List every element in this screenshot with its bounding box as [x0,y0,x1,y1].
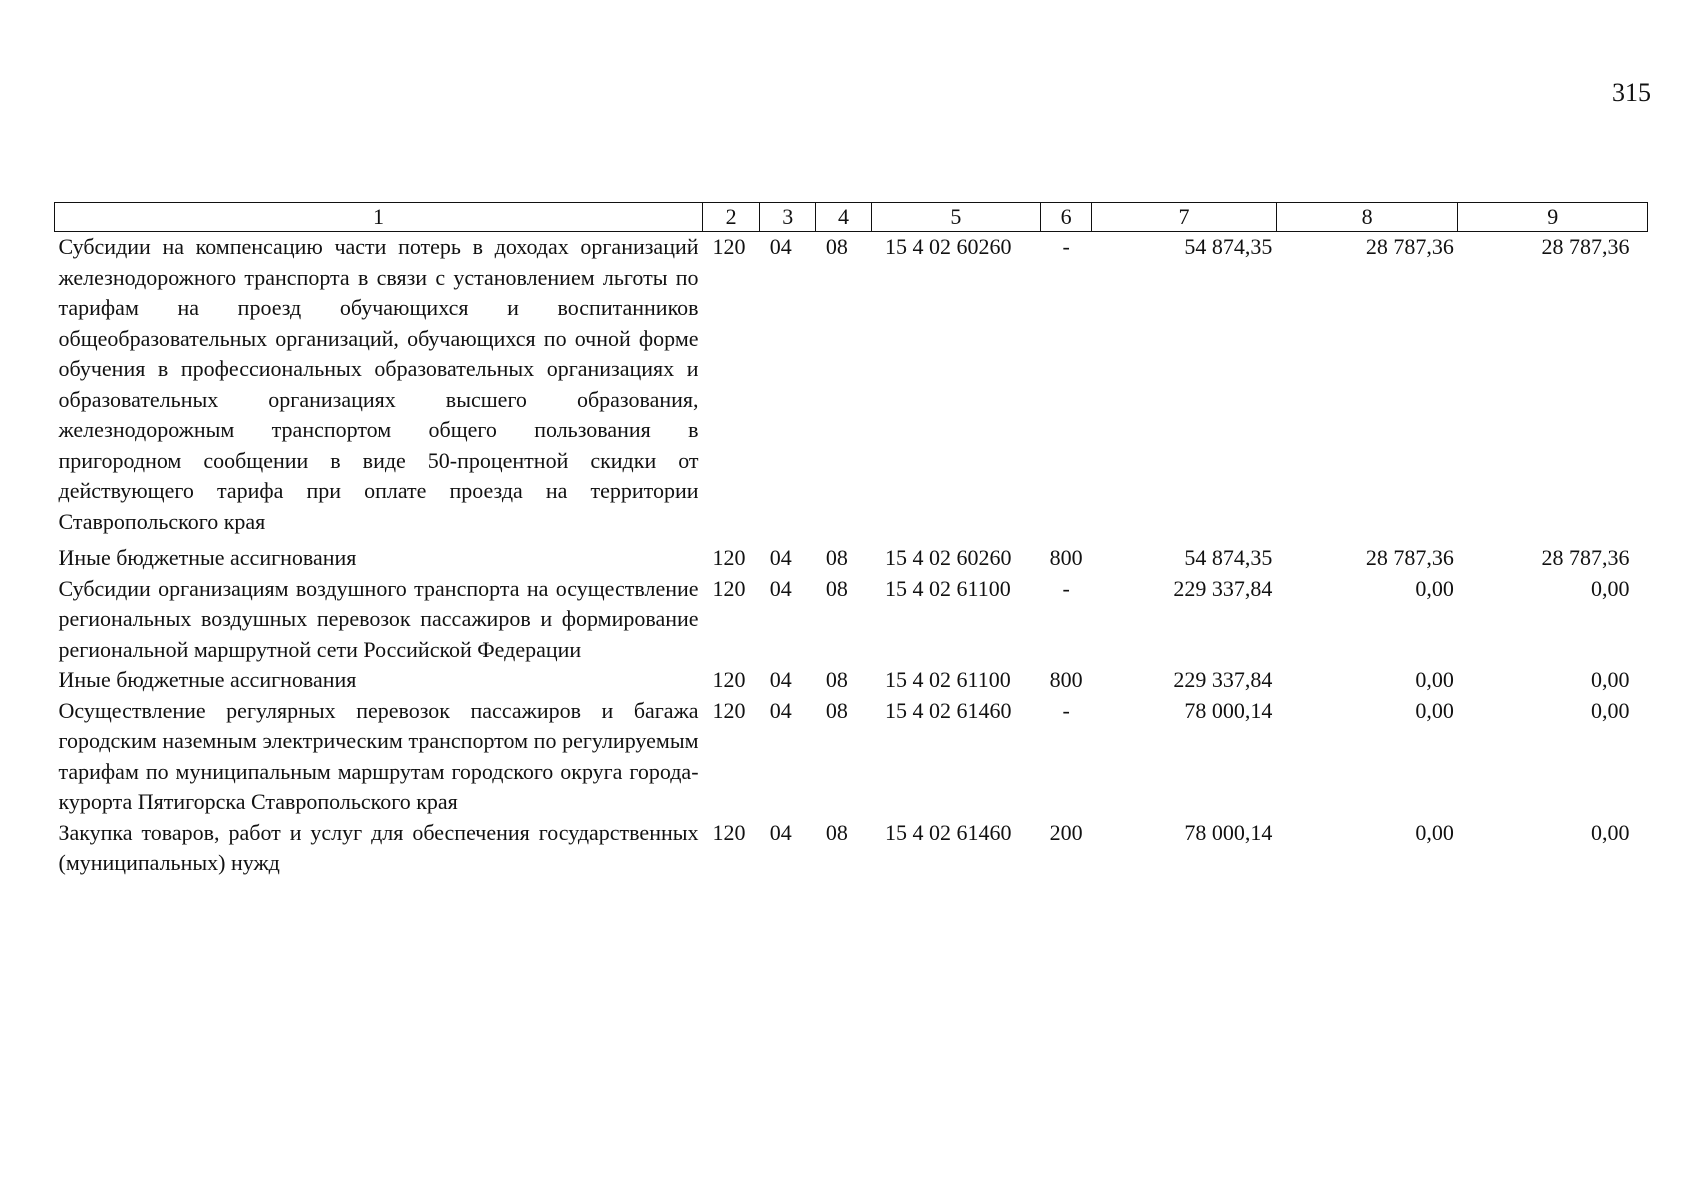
header-col-8: 8 [1276,203,1458,232]
row-code-3: 04 [769,697,792,723]
row-amount-7: 229 337,84 [1173,667,1273,692]
header-col-2: 2 [703,203,760,232]
row-code-2: 120 [712,234,746,259]
header-col-9: 9 [1458,203,1648,232]
row-amount-7: 54 874,35 [1184,234,1273,259]
row-target-code: 15 4 02 61460 [885,819,1012,845]
row-amount-7: 78 000,14 [1184,697,1273,723]
page-number: 315 [1612,78,1651,107]
row-target-code: 15 4 02 61100 [885,575,1011,601]
row-code-4: 08 [825,697,848,723]
row-expense-type: 200 [1049,819,1083,845]
row-target-code: 15 4 02 61460 [885,697,1012,723]
row-code-3: 04 [769,819,792,845]
row-code-4: 08 [825,545,848,570]
row-name: Иные бюджетные ассигнования [58,545,357,570]
row-amount-7: 229 337,84 [1173,575,1273,601]
table-row [55,665,1648,696]
row-amount-8: 28 787,36 [1365,234,1454,259]
header-col-4: 4 [816,203,871,232]
row-amount-8: 0,00 [1415,575,1454,601]
row-code-3: 04 [769,667,792,692]
table-row [55,696,1648,818]
header-col-3: 3 [760,203,816,232]
row-amount-7: 54 874,35 [1184,545,1273,570]
budget-table [54,202,1648,879]
row-expense-type: - [1062,575,1070,601]
row-amount-8: 0,00 [1415,667,1454,692]
row-expense-type: - [1062,697,1070,723]
row-amount-8: 0,00 [1415,697,1454,723]
row-name: Субсидии организациям воздушного транспорта на осуществление региональных воздушных перевозок пассажиров и формирование региональной маршрутной сети Российской Федерации [58,575,699,662]
row-code-3: 04 [769,575,792,601]
row-code-4: 08 [825,234,848,259]
row-code-3: 04 [769,234,792,259]
row-expense-type: 800 [1049,545,1083,570]
row-code-2: 120 [712,697,746,723]
row-expense-type: 800 [1049,667,1083,692]
row-amount-8: 0,00 [1415,819,1454,845]
row-name: Иные бюджетные ассигнования [58,667,357,692]
row-code-2: 120 [712,545,746,570]
row-amount-8: 28 787,36 [1365,545,1454,570]
row-amount-9: 0,00 [1591,667,1630,692]
table-body [55,232,1648,879]
row-amount-7: 78 000,14 [1184,819,1273,845]
row-code-4: 08 [825,819,848,845]
header-col-6: 6 [1041,203,1092,232]
table-header [55,203,1648,232]
row-amount-9: 0,00 [1591,697,1630,723]
row-code-4: 08 [825,667,848,692]
row-amount-9: 0,00 [1591,819,1630,845]
header-col-7: 7 [1092,203,1277,232]
row-target-code: 15 4 02 60260 [885,234,1012,259]
table-row [55,818,1648,879]
row-target-code: 15 4 02 61100 [885,667,1011,692]
row-code-4: 08 [825,575,848,601]
table-row [55,537,1648,574]
table-row [55,232,1648,538]
row-target-code: 15 4 02 60260 [885,545,1012,570]
row-code-3: 04 [769,545,792,570]
row-amount-9: 28 787,36 [1541,234,1630,259]
row-name: Осуществление регулярных перевозок пассажиров и багажа городским наземным электрическим транспортом по регулируемым тарифам по муниципальным маршрутам городского округа города-курорта Пятигорска Ставропольского края [58,697,699,814]
row-name: Закупка товаров, работ и услуг для обеспечения государственных (муниципальных) нужд [58,819,699,875]
row-amount-9: 28 787,36 [1541,545,1630,570]
table-row [55,574,1648,666]
row-code-2: 120 [712,819,746,845]
row-expense-type: - [1062,234,1070,259]
header-row [55,203,1648,232]
row-name: Субсидии на компенсацию части потерь в доходах организаций железнодорожного транспорта в связи с установлением льготы по тарифам на проезд обучающихся и воспитанников общеобразовательных организаций, обучающихся по очной форме обучения в профессиональных образовательных организациях и образовательных организациях высшего образования, железнодорожным транспортом общего пользования в пригородном сообщении в виде 50-процентной скидки от действующего тарифа при оплате проезда на территории Ставропольского края [58,234,699,534]
header-col-1: 1 [55,203,703,232]
row-amount-9: 0,00 [1591,575,1630,601]
header-col-5: 5 [871,203,1041,232]
row-code-2: 120 [712,575,746,601]
row-code-2: 120 [712,667,746,692]
